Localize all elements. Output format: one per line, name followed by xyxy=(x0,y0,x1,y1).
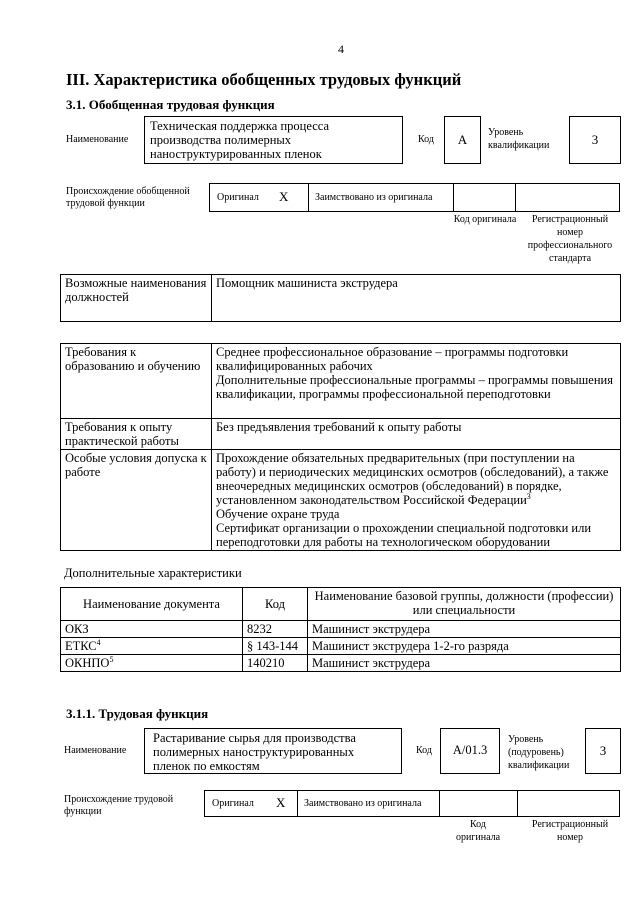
additional-code: 140210 xyxy=(243,655,308,672)
origin2-mark: X xyxy=(276,795,286,810)
additional-doc: ЕТКС$^4$ xyxy=(61,638,243,655)
tf-code-value: А/01.3 xyxy=(452,743,488,757)
origin2-borrowed-cell xyxy=(298,790,440,817)
origin2-borrowed-label: Заимствовано из оригинала xyxy=(304,798,422,809)
req-cond-value-3: Сертификат организации о прохождении специальной подготовки или переподготовки для работы на технологическом оборудовании xyxy=(216,521,592,549)
requirements-table xyxy=(60,343,621,551)
req-edu-value xyxy=(212,344,621,419)
gtf-code-value: А xyxy=(457,132,468,147)
req-edu-value-2: Дополнительные профессиональные программы – программы повышения квалификации, программы профессиональной переподготовки xyxy=(216,373,613,401)
table-row xyxy=(61,621,621,638)
tf-code-label: Код xyxy=(416,745,432,756)
gtf-name-value: Техническая поддержка процесса производства полимерных наноструктурированных пленок xyxy=(150,119,329,161)
origin1-borrowed-cell xyxy=(309,183,454,212)
tf-code-box xyxy=(440,728,500,774)
sub-title: 3.1. Обобщенная трудовая функция xyxy=(66,97,275,112)
additional-header-doc: Наименование документа xyxy=(61,588,243,621)
origin1-reg-caption: Регистрационный номер профессионального стандарта xyxy=(527,214,613,264)
origin2-reg-caption: Регистрационный номер xyxy=(531,819,609,843)
origin2-code-caption: Код оригинала xyxy=(455,819,501,843)
origin1-label: Происхождение обобщенной трудовой функции xyxy=(66,186,190,209)
additional-code: § 143-144 xyxy=(243,638,308,655)
req-exp-label: Требования к опыту практической работы xyxy=(61,419,212,450)
tf-name-value: Растаривание сырья для производства полимерных наноструктурированных пленок по емкостям xyxy=(153,731,356,773)
origin2-label: Происхождение трудовой функции xyxy=(64,794,174,817)
tf-level-label: Уровень (подуровень) квалификации xyxy=(508,734,570,771)
gtf-name-label: Наименование xyxy=(66,134,129,145)
additional-name: Машинист экструдера 1-2-го разряда xyxy=(308,638,621,655)
gtf-level-value: 3 xyxy=(591,132,599,147)
origin1-code-cell xyxy=(454,183,516,212)
section-title: III. Характеристика обобщенных трудовых функций xyxy=(66,70,462,89)
tf-level-box xyxy=(585,728,621,774)
tf-name-box xyxy=(144,728,402,774)
origin2-code-cell xyxy=(440,790,518,817)
req-cond-value xyxy=(212,450,621,551)
tf-name-label: Наименование xyxy=(64,745,127,756)
additional-doc: ОКЗ xyxy=(61,621,243,638)
tf-title: 3.1.1. Трудовая функция xyxy=(66,706,209,721)
req-exp-value: Без предъявления требований к опыту работы xyxy=(212,419,621,450)
additional-header-name: Наименование базовой группы, должности (профессии) или специальности xyxy=(308,588,621,621)
additional-name: Машинист экструдера xyxy=(308,621,621,638)
gtf-level-box xyxy=(569,116,621,164)
positions-label: Возможные наименования должностей xyxy=(61,275,212,322)
origin1-original-cell xyxy=(209,183,309,212)
additional-table xyxy=(60,587,621,672)
origin1-borrowed-label: Заимствовано из оригинала xyxy=(315,192,433,203)
positions-value: Помощник машиниста экструдера xyxy=(212,275,621,322)
positions-table xyxy=(60,274,621,322)
origin1-code-caption: Код оригинала xyxy=(453,214,517,225)
gtf-code-label: Код xyxy=(418,134,434,145)
req-cond-label: Особые условия допуска к работе xyxy=(61,450,212,551)
footnote-mark: 5 xyxy=(109,654,114,664)
origin2-original-cell xyxy=(204,790,298,817)
footnote-mark: 4 xyxy=(96,637,101,647)
req-cond-value-2: Обучение охране труда xyxy=(216,507,340,521)
additional-name: Машинист экструдера xyxy=(308,655,621,672)
req-edu-label: Требования к образованию и обучению xyxy=(61,344,212,419)
page-number: 4 xyxy=(338,42,344,56)
origin1-mark: X xyxy=(279,189,289,204)
additional-header-code: Код xyxy=(243,588,308,621)
table-row xyxy=(61,638,621,655)
gtf-name-box xyxy=(144,116,403,164)
additional-doc: ОКНПО$^5$ xyxy=(61,655,243,672)
additional-title: Дополнительные характеристики xyxy=(64,566,242,580)
table-row xyxy=(61,655,621,672)
origin1-original-label: Оригинал xyxy=(217,192,259,203)
origin2-original-label: Оригинал xyxy=(212,798,254,809)
req-edu-value-1: Среднее профессиональное образование – программы подготовки квалифицированных рабочих xyxy=(216,345,569,373)
gtf-level-label: Уровень квалификации xyxy=(488,127,550,151)
additional-code: 8232 xyxy=(243,621,308,638)
gtf-code-box xyxy=(444,116,481,164)
req-cond-value-1: Прохождение обязательных предварительных (при поступлении на работу) и периодических медицинских осмотров (обследований), а также внеочередных медицинских осмотров (обследований) в порядке, установленном законодательством Российской Федерации$^3$ xyxy=(216,451,609,507)
tf-level-value: 3 xyxy=(599,743,607,758)
req-cond-footnote: 3 xyxy=(526,491,531,501)
